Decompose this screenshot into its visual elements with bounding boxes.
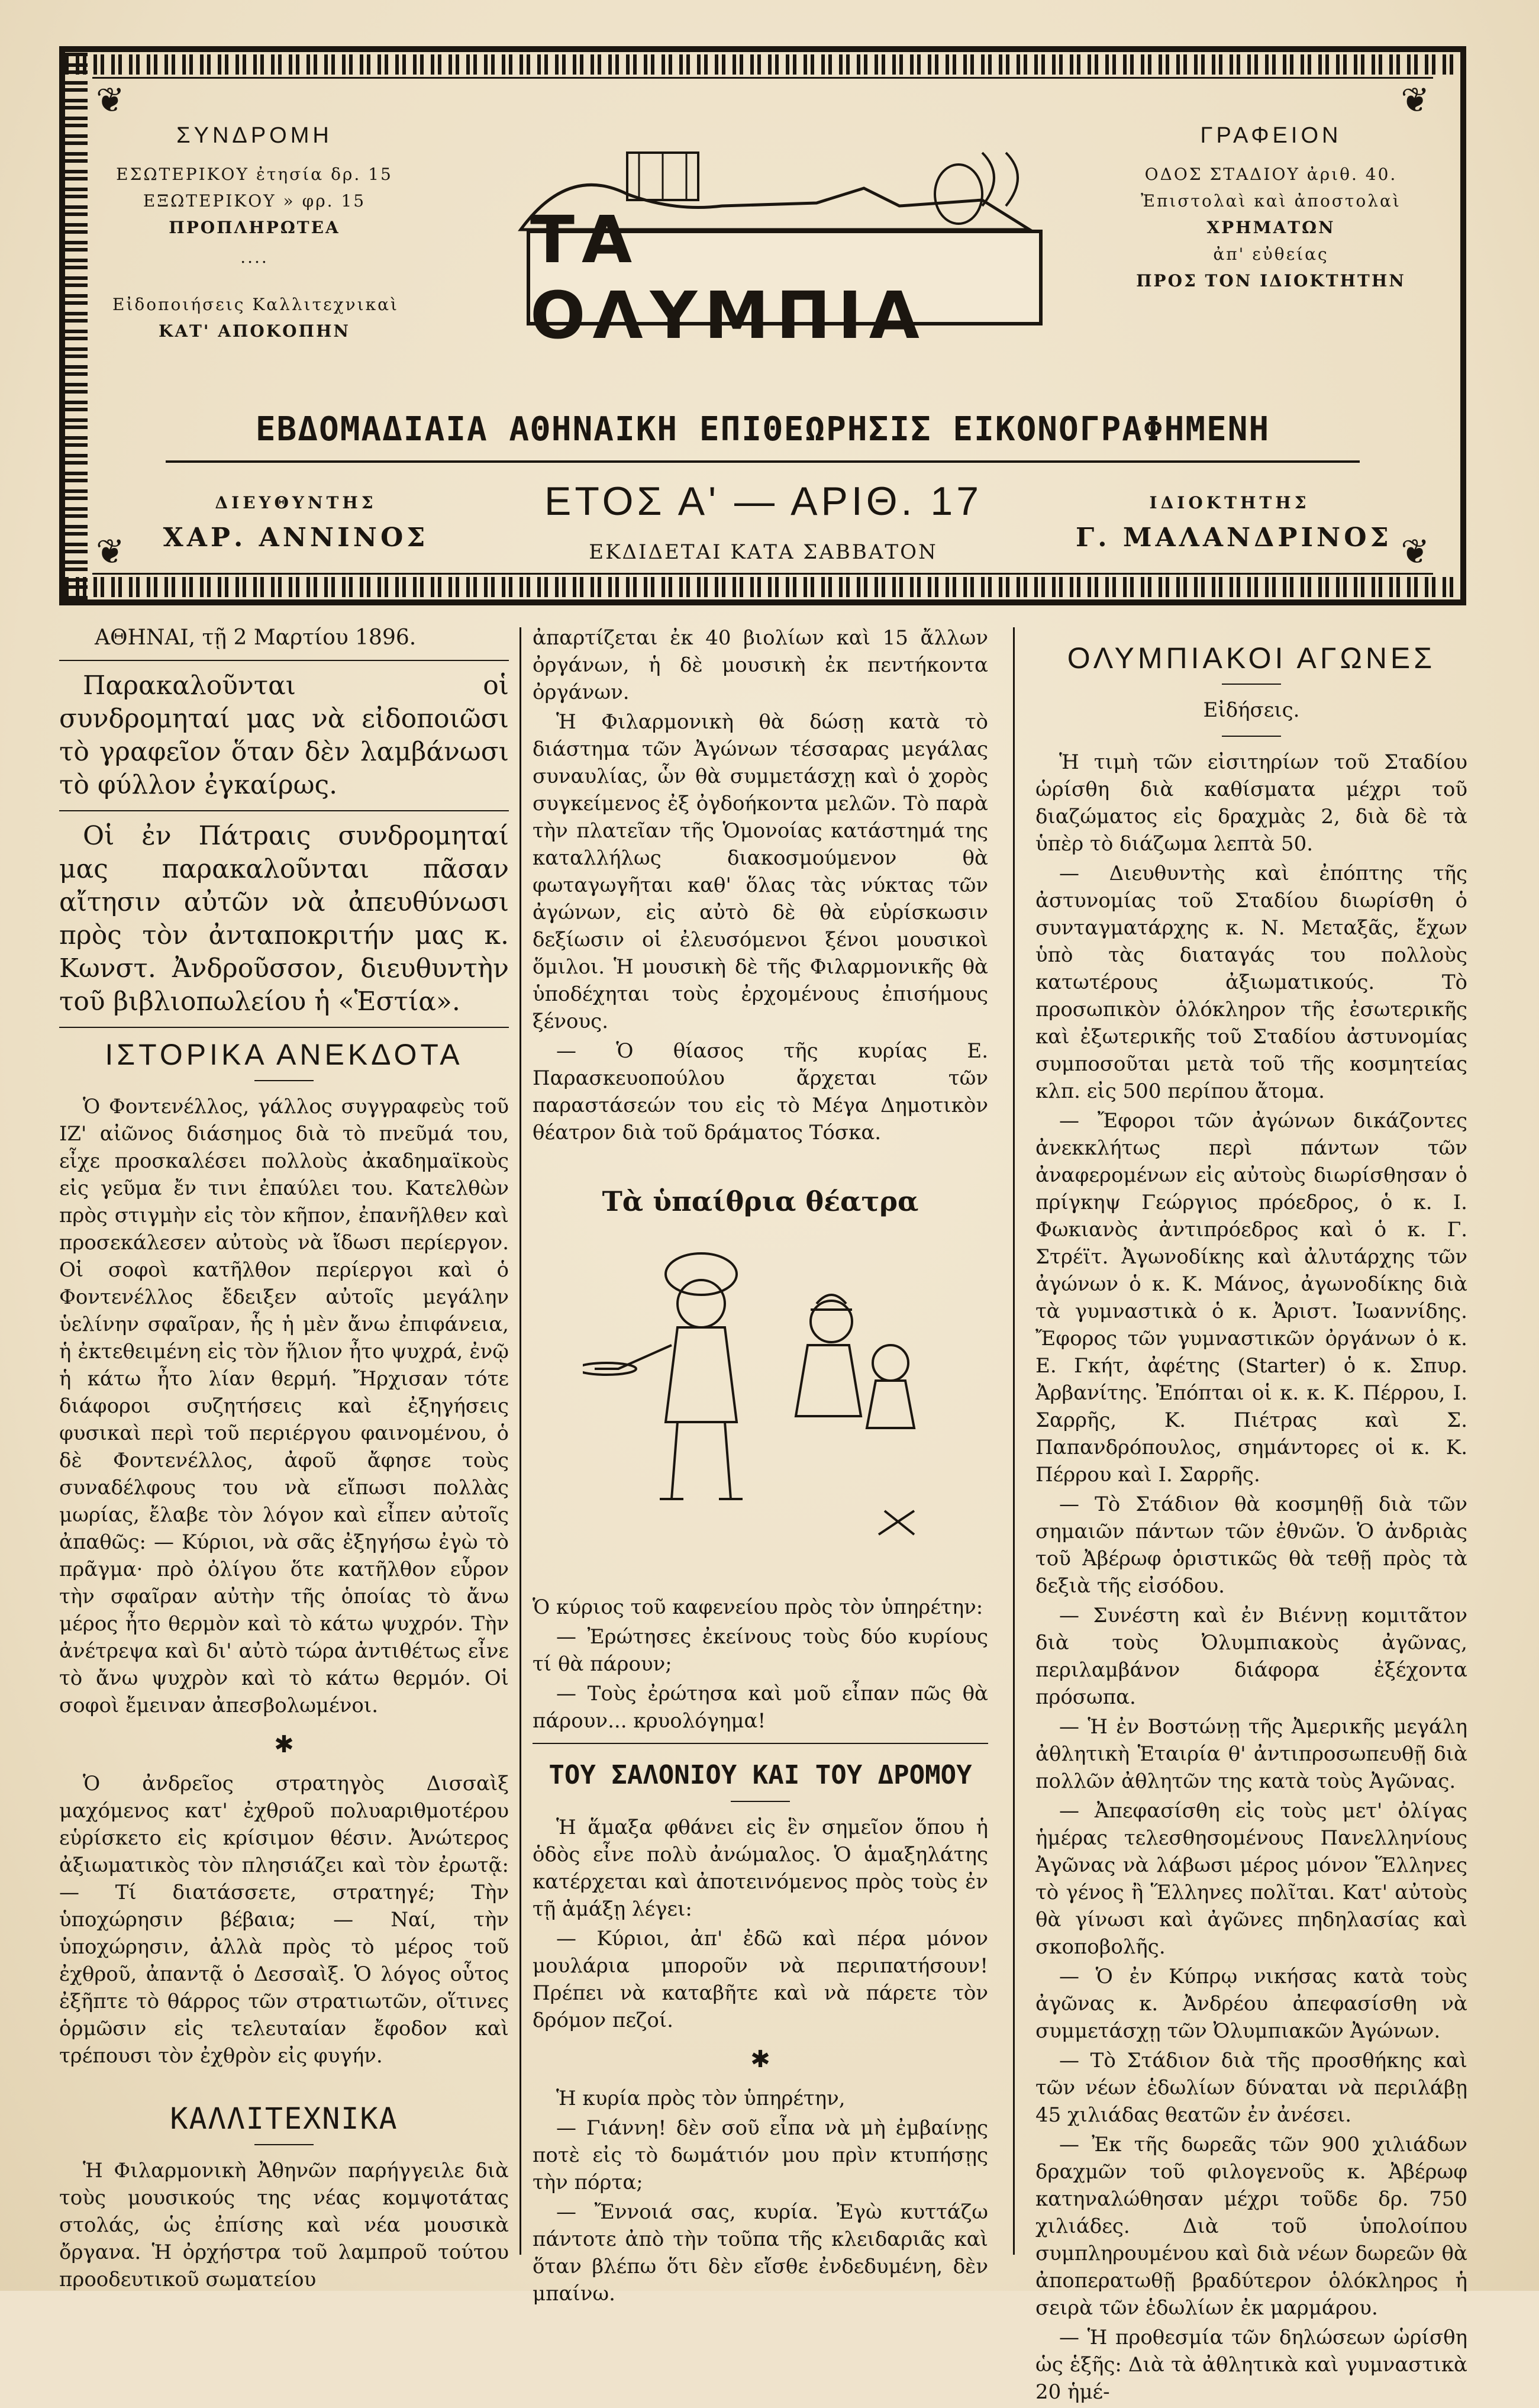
divider bbox=[533, 1743, 988, 1744]
to-owner-label: ΠΡΟΣ ΤΟΝ ΙΔΙΟΚΤΗΤΗΝ bbox=[1136, 271, 1406, 291]
article-stadium-police: — Διευθυντὴς καὶ ἐπόπτης τῆς ἀστυνομίας τοῦ Σταδίου διωρίσθη ὁ συνταγματάρχης κ. Ν. Μεταξᾶς, ἔχων ὑπὸ τὰς διαταγάς του πολλοὺς κατωτέρους ἀξιωματικούς. Τὸ προσωπικὸν ὁλόκληρον τῆς ἐσωτερικῆς καὶ ἐξωτερικῆς τοῦ Σταδίου ἀστυνομίας συμποσοῦται μετὰ τοῦ τῆς κοσμητείας κλπ. εἰς 500 περίπου ἄτομα. bbox=[1035, 862, 1467, 1103]
article-continuation: ἀπαρτίζεται ἐκ 40 βιολίων καὶ 15 ἄλλων ὀργάνων, ἡ δὲ μουσικὴ ἐκ πεντήκοντα ὀργάνων. bbox=[533, 626, 988, 704]
divider bbox=[254, 2144, 314, 2145]
article-lady: Ἡ κυρία πρὸς τὸν ὑπηρέτην, bbox=[556, 2087, 846, 2110]
divider bbox=[59, 1027, 509, 1028]
article-concerts: Ἡ Φιλαρμονικὴ θὰ δώσῃ κατὰ τὸ διάστημα τῶν Ἀγώνων τέσσαρας μεγάλας συναυλίας, ὧν θὰ συμμετάσχῃ καὶ ὁ χορὸς συγκείμενος ἐξ ὀγδοήκοντα μελῶν. Τὸ παρὰ τὴν πλατεῖαν τῆς Ὁμονοίας κατάστημά της καταλλήλως διακοσμούμενον θὰ φωταγωγῆται καθ' ὅλας τὰς νύκτας τῶν ἀγώνων, εἰς αὐτὸ δὲ θὰ εὑρίσκωσιν δεξίωσιν οἱ ἐλευσόμενοι ξένοι μουσικοὶ ὅμιλοι. Ἡ μουσικὴ δὲ τῆς Φιλαρμονικῆς θὰ ὑποδέχηται τοὺς ἐρχομένους ἐπισήμους ξένους. bbox=[533, 710, 988, 1033]
inner-rule-top bbox=[92, 77, 1433, 79]
article-ticket-prices: Ἡ τιμὴ τῶν εἰσιτηρίων τοῦ Σταδίου ὡρίσθη διὰ καθίσματα μέχρι τοῦ διαζώματος εἰς δραχμὰς 2, διὰ δὲ τὰ ὑπὲρ τὸ διάζωμα λεπτὰ 50. bbox=[1035, 750, 1467, 856]
office-heading: ΓΡΑΦΕΙΟΝ bbox=[1200, 123, 1342, 148]
cartoon-dialog-2: — Τοὺς ἐρώτησα καὶ μοῦ εἶπαν πῶς θὰ πάρουν... κρυολόγημα! bbox=[533, 1682, 988, 1733]
owner-label: ΙΔΙΟΚΤΗΤΗΣ bbox=[1149, 493, 1310, 512]
divider bbox=[254, 1080, 314, 1081]
title-banner bbox=[527, 202, 1043, 353]
office-address: ΟΔΟΣ ΣΤΑΔΙΟΥ ἀριθ. 40. bbox=[1144, 165, 1398, 184]
asterism-icon: ✱ bbox=[274, 1731, 294, 1758]
subscription-domestic: ΕΣΩΤΕΡΙΚΟΥ ἐτησία δρ. 15 bbox=[116, 165, 393, 184]
ornament-icon: ❦ bbox=[1401, 531, 1430, 572]
article-ephors: — Ἔφοροι τῶν ἀγώνων δικάζοντες ἀνεκκλήτως περὶ πάντων τῶν ἀναφερομένων εἰς αὐτοὺς διωρίσθησαν ὁ πρίγκηψ Γεώργιος πρόεδρος, ὁ κ. Ι. Φωκιανὸς ἀντιπρόεδρος καὶ ὁ κ. Γ. Στρέϊτ. Ἀγωνοδίκης καὶ ἀλυτάρχης τῶν ἀγώνων ὁ κ. Κ. Μάνος, ἀγωνοδίκης διὰ τὰ γυμναστικὰ ὁ κ. Ἀριστ. Ἰωαννίδης. Ἔφορος τῶν γυμναστικῶν ὀργάνων ὁ κ. Ε. Γκήτ, ἀφέτης (Starter) ὁ κ. Σπυρ. Ἀρβανίτης. Ἐπόπται οἱ κ. κ. Κ. Πέρρου, Ι. Σαρρῆς, Κ. Πιέτρας καὶ Σ. Παπανδρόπουλος, σημάντορες οἱ κ. Κ. Πέρρου καὶ Ι. Σαρρῆς. bbox=[1035, 1109, 1467, 1487]
article-vienna: — Συνέστη καὶ ἐν Βιέννῃ κομιτᾶτον διὰ τοὺς Ὀλυμπιακοὺς ἀγῶνας, περιλαμβάνον διάφορα ἐξέχοντα πρόσωπα. bbox=[1035, 1604, 1467, 1709]
cartoon-dialog-1: — Ἐρώτησες ἐκείνους τοὺς δύο κυρίους τί θὰ πάρουν; bbox=[533, 1625, 988, 1676]
article-stadium-capacity: — Τὸ Στάδιον διὰ τῆς προσθήκης καὶ τῶν νέων ἑδωλίων δύναται νὰ περιλάβῃ 45 χιλιάδας θεατῶν ἐν ἀνέσει. bbox=[1035, 2049, 1467, 2127]
letters-label: Ἐπιστολαὶ καὶ ἀποστολαὶ bbox=[1141, 191, 1401, 211]
owner-name: Γ. ΜΑΛΑΝΔΡΙΝΟΣ bbox=[1076, 523, 1392, 553]
inner-rule-bottom bbox=[92, 573, 1433, 575]
direct-label: ἀπ' εὐθείας bbox=[1213, 244, 1329, 264]
ornament-icon: ❦ bbox=[1401, 80, 1430, 120]
divider bbox=[59, 660, 509, 661]
newspaper-title: ΤΑ ΟΛΥΜΠΙΑ bbox=[530, 202, 927, 353]
notice-subscribers: Παρακαλοῦνται οἱ συνδρομηταί μας νὰ εἰδοποιῶσι τὸ γραφεῖον ὅταν δὲν λαμβάνωσι τὸ φύλλον ἐγκαίρως. bbox=[59, 670, 509, 800]
ornament-icon: ❦ bbox=[96, 80, 125, 120]
masthead bbox=[59, 46, 1466, 605]
meander-border-top bbox=[65, 54, 1460, 75]
column-2 bbox=[533, 624, 988, 2310]
lump-sum-label: ΚΑΤ' ΑΠΟΚΟΠΗΝ bbox=[159, 321, 350, 341]
notice-patras: Οἱ ἐν Πάτραις συνδρομηταί μας παρακαλοῦνται πᾶσαν αἴτησιν αὐτῶν νὰ ἀπευθύνωσι πρὸς τὸν ἀνταποκριτήν μας κ. Κωνστ. Ἀνδροῦσσον, διευθυντὴν τοῦ βιβλιοπωλείου ἡ «Ἑστία». bbox=[59, 821, 509, 1017]
divider bbox=[59, 810, 509, 811]
art-notices: Εἰδοποιήσεις Καλλιτεχνικαὶ bbox=[112, 295, 399, 314]
article-desaix: Ὁ ἀνδρεῖος στρατηγὸς Δισσαὶξ μαχόμενος κατ' ἐχθροῦ πολυαριθμοτέρου εὑρίσκετο εἰς κρίσιμον θέσιν. Ἀνώτερος ἀξιωματικὸς τὸν πλησιάζει καὶ τὸν ἐρωτᾷ: — Τί διατάσσετε, στρατηγέ; Τὴν ὑποχώρησιν βέβαια; — Ναί, τὴν ὑποχώρησιν, ἀλλὰ πρὸς τὸ μέρος τοῦ ἐχθροῦ, ἀπαντᾷ ὁ Δεσσαὶξ. Ὁ λόγος οὗτος ἐξῆπτε τὸ θάρρος τῶν στρατιωτῶν, οἵτινες ὁρμῶσιν εἰς τελευταίαν ἔφοδον καὶ τρέπουσι τὸν ἐχθρὸν εἰς φυγήν. bbox=[59, 1772, 509, 2068]
newspaper-subtitle: ΕΒΔΟΜΑΔΙΑΙΑ ΑΘΗΝΑΙΚΗ ΕΠΙΘΕΩΡΗΣΙΣ ΕΙΚΟΝΟΓΡΑΦΗΜΕΝΗ bbox=[255, 410, 1270, 449]
money-label: ΧΡΗΜΑΤΩΝ bbox=[1206, 218, 1335, 237]
section-heading-arts: ΚΑΛΛΙΤΕΧΝΙΚΑ bbox=[170, 2101, 398, 2136]
meander-border-bottom bbox=[65, 577, 1460, 597]
article-philharmonic: Ἡ Φιλαρμονικὴ Ἀθηνῶν παρήγγειλε διὰ τοὺς μουσικούς της νέας κομψοτάτας στολάς, ὡς ἐπίσης καὶ νέα μουσικὰ ὄργανα. Ἡ ὀρχήστρα τοῦ λαμπροῦ τούτου προοδευτικοῦ σωματείου bbox=[59, 2159, 509, 2291]
column-rule bbox=[520, 627, 521, 2255]
subscription-heading: ΣΥΝΔΡΟΜΗ bbox=[176, 123, 333, 148]
column-1 bbox=[59, 624, 509, 2296]
prepaid-label: ΠΡΟΠΛΗΡΩΤΕΑ bbox=[169, 218, 340, 237]
divider bbox=[1222, 736, 1281, 737]
section-heading-open-air-theatres: Τὰ ὑπαίθρια θέατρα bbox=[602, 1185, 919, 1217]
issue-number: ΕΤΟΣ Α' — ΑΡΙΘ. 17 bbox=[544, 479, 983, 524]
cartoon-waiter-illustration bbox=[583, 1227, 938, 1582]
article-deadline: — Ἡ προθεσμία τῶν δηλώσεων ὡρίσθη ὡς ἑξῆς: Διὰ τὰ ἀθλητικὰ καὶ γυμναστικὰ 20 ἡμέ- bbox=[1035, 2326, 1467, 2404]
director-name: ΧΑΡ. ΑΝΝΙΝΟΣ bbox=[163, 523, 429, 553]
article-averof-donation: — Ἐκ τῆς δωρεᾶς τῶν 900 χιλιάδων δραχμῶν τοῦ φιλογενοῦς κ. Ἀβέρωφ κατηναλώθησαν μέχρι τοῦδε δρ. 750 χιλιάδες. Διὰ τοῦ ὑπολοίπου συμπληρουμένου καὶ διὰ νέων δωρεῶν θὰ ἀποπερατωθῇ βραδύτερον ὁλόκληρος ἡ σειρὰ τῶν ἑδωλίων ἐκ μαρμάρου. bbox=[1035, 2133, 1467, 2320]
article-carriage-quote: — Κύριοι, ἀπ' ἐδῶ καὶ πέρα μόνον μουλάρια μποροῦν νὰ περιπατήσουν! Πρέπει νὰ καταβῆτε καὶ νὰ πάρετε τὸν δρόμον πεζοί. bbox=[533, 1927, 988, 2032]
column-3 bbox=[1035, 624, 1467, 2408]
asterism-icon: ✱ bbox=[750, 2046, 770, 2073]
section-heading-salon: ΤΟΥ ΣΑΛΟΝΙΟΥ ΚΑΙ ΤΟΥ ΔΡΟΜΟΥ bbox=[549, 1760, 972, 1790]
article-boston: — Ἡ ἐν Βοστώνῃ τῆς Ἀμερικῆς μεγάλη ἀθλητικὴ Ἑταιρία θ' ἀντιπροσωπευθῇ διὰ πολλῶν ἀθλητῶν της κατὰ τοὺς Ἀγῶνας. bbox=[1035, 1715, 1467, 1793]
dots-divider: .... bbox=[240, 247, 269, 267]
article-flags: — Τὸ Στάδιον θὰ κοσμηθῇ διὰ τῶν σημαιῶν πάντων τῶν ἐθνῶν. Ὁ ἀνδριὰς τοῦ Ἀβέρωφ ὁριστικῶς θὰ τεθῇ πρὸς τὰ δεξιὰ τῆς εἰσόδου. bbox=[1035, 1492, 1467, 1598]
ornament-icon: ❦ bbox=[96, 531, 125, 572]
article-carriage: Ἡ ἅμαξα φθάνει εἰς ἓν σημεῖον ὅπου ἡ ὁδὸς εἶνε πολὺ ἀνώμαλος. Ὁ ἁμαξηλάτης κατέρχεται καὶ ἀποτεινόμενος πρὸς τοὺς ἐν τῇ ἁμάξῃ λέγει: bbox=[533, 1816, 988, 1921]
article-cyprus: — Ὁ ἐν Κύπρῳ νικήσας κατὰ τοὺς ἀγῶνας κ. Ἀνδρέου ἀπεφασίσθη νὰ συμμετάσχῃ τῶν Ὀλυμπιακῶν Ἀγώνων. bbox=[1035, 1965, 1467, 2043]
cartoon-caption: Ὁ κύριος τοῦ καφενείου πρὸς τὸν ὑπηρέτην: bbox=[533, 1595, 983, 1619]
section-heading-olympic-games: ΟΛΥΜΠΙΑΚΟΙ ΑΓΩΝΕΣ bbox=[1067, 642, 1436, 675]
subscription-foreign: ΕΞΩΤΕΡΙΚΟΥ » φρ. 15 bbox=[143, 191, 366, 211]
article-lady-quote: — Γιάννη! δὲν σοῦ εἶπα νὰ μὴ ἐμβαίνῃς ποτὲ εἰς τὸ δωμάτιόν μου πρὶν κτυπήσῃς τὴν πόρτα; bbox=[533, 2116, 988, 2194]
director-label: ΔΙΕΥΘΥΝΤΗΣ bbox=[215, 493, 377, 512]
title-illustration bbox=[450, 141, 1089, 353]
section-heading-anecdotes: ΙΣΤΟΡΙΚΑ ΑΝΕΚΔΟΤΑ bbox=[105, 1038, 463, 1071]
article-servant-reply: — Ἔννοιά σας, κυρία. Ἐγὼ κυττάζω πάντοτε ἀπὸ τὴν τοῦπα τῆς κλειδαριᾶς καὶ ὅταν βλέπω ὅτι δὲν εἴσθε ἐνδεδυμένη, δὲν μπαίνω. bbox=[533, 2200, 988, 2306]
publication-schedule: ΕΚΔΙΔΕΤΑΙ ΚΑΤΑ ΣΑΒΒΑΤΟΝ bbox=[589, 540, 938, 564]
section-subheading-news: Εἰδήσεις. bbox=[1203, 698, 1300, 722]
divider bbox=[731, 1801, 790, 1802]
divider bbox=[1222, 684, 1281, 685]
article-panhellenic: — Ἀπεφασίσθη εἰς τοὺς μετ' ὀλίγας ἡμέρας τελεσθησομένους Πανελληνίους Ἀγῶνας νὰ λάβωσι μέρος μόνον Ἕλληνες τὸ γένος ἢ Ἕλληνες πολῖται. Κατ' αὐτοὺς θὰ γίνωσι καὶ ἀγῶνες πηδηλασίας καὶ σκοποβολῆς. bbox=[1035, 1799, 1467, 1959]
subtitle-rule bbox=[166, 460, 1360, 463]
dateline: ΑΘΗΝΑΙ, τῇ 2 Μαρτίου 1896. bbox=[95, 626, 417, 650]
article-theatre: — Ὁ θίασος τῆς κυρίας Ε. Παρασκευοπούλου ἄρχεται τῶν παραστάσεών του εἰς τὸ Μέγα Δημοτικὸν θέατρον διὰ τοῦ δράματος Τόσκα. bbox=[533, 1039, 988, 1145]
article-fontenelle: Ὁ Φοντενέλλος, γάλλος συγγραφεὺς τοῦ ΙΖ' αἰῶνος διάσημος διὰ τὸ πνεῦμά του, εἶχε προσκαλέσει πολλοὺς ἀκαδημαϊκοὺς εἰς γεῦμα ἔν τινι ἐπαύλει του. Κατελθὼν πρὸς στιγμὴν εἰς τὸν κῆπον, ἐπανῆλθεν καὶ προσεκάλεσεν αὐτοὺς νὰ ἴδωσι περίεργον. Οἱ σοφοὶ κατῆλθον περίεργοι καὶ ὁ Φοντενέλλος ἔδειξεν αὐτοῖς μεγάλην ὑελίνην σφαῖραν, ἧς ἡ μὲν ἄνω ἐπιφάνεια, ἡ ἐκτεθειμένη εἰς τὸν ἥλιον ἦτο ψυχρά, ἐνῷ ἡ κάτω ἦτο λίαν θερμή. Ἤρχισαν τότε διάφοροι συζητήσεις καὶ ἐξηγήσεις φυσικαὶ περὶ τοῦ περιέργου φαινομένου, ὁ δὲ Φοντενέλλος, ἀφοῦ ἄφησε τοὺς συναδέλφους του νὰ εἴπωσι πολλὰς μωρίας, ἔλαβε τὸν λόγον καὶ εἶπεν αὐτοῖς ἀπαθῶς: — Κύριοι, νὰ σᾶς ἐξηγήσω ἐγὼ τὸ πρᾶγμα· πρὸ ὀλίγου ὅτε κατῆλθον εὗρον τὴν σφαῖραν αὐτὴν τῆς ὁποίας τὸ ἄνω μέρος ἦτο θερμὸν καὶ τὸ κάτω ψυχρόν. Τὴν ἀνέτρεψα καὶ δι' αὐτὸ τώρα ἀντιθέτως εἶνε τὸ ἄνω ψυχρὸν καὶ τὸ κάτω θερμόν. Οἱ σοφοὶ ἔμειναν ἀπεσβολωμένοι. bbox=[59, 1095, 509, 1717]
column-rule bbox=[1013, 627, 1015, 2255]
meander-border-right bbox=[65, 52, 85, 599]
